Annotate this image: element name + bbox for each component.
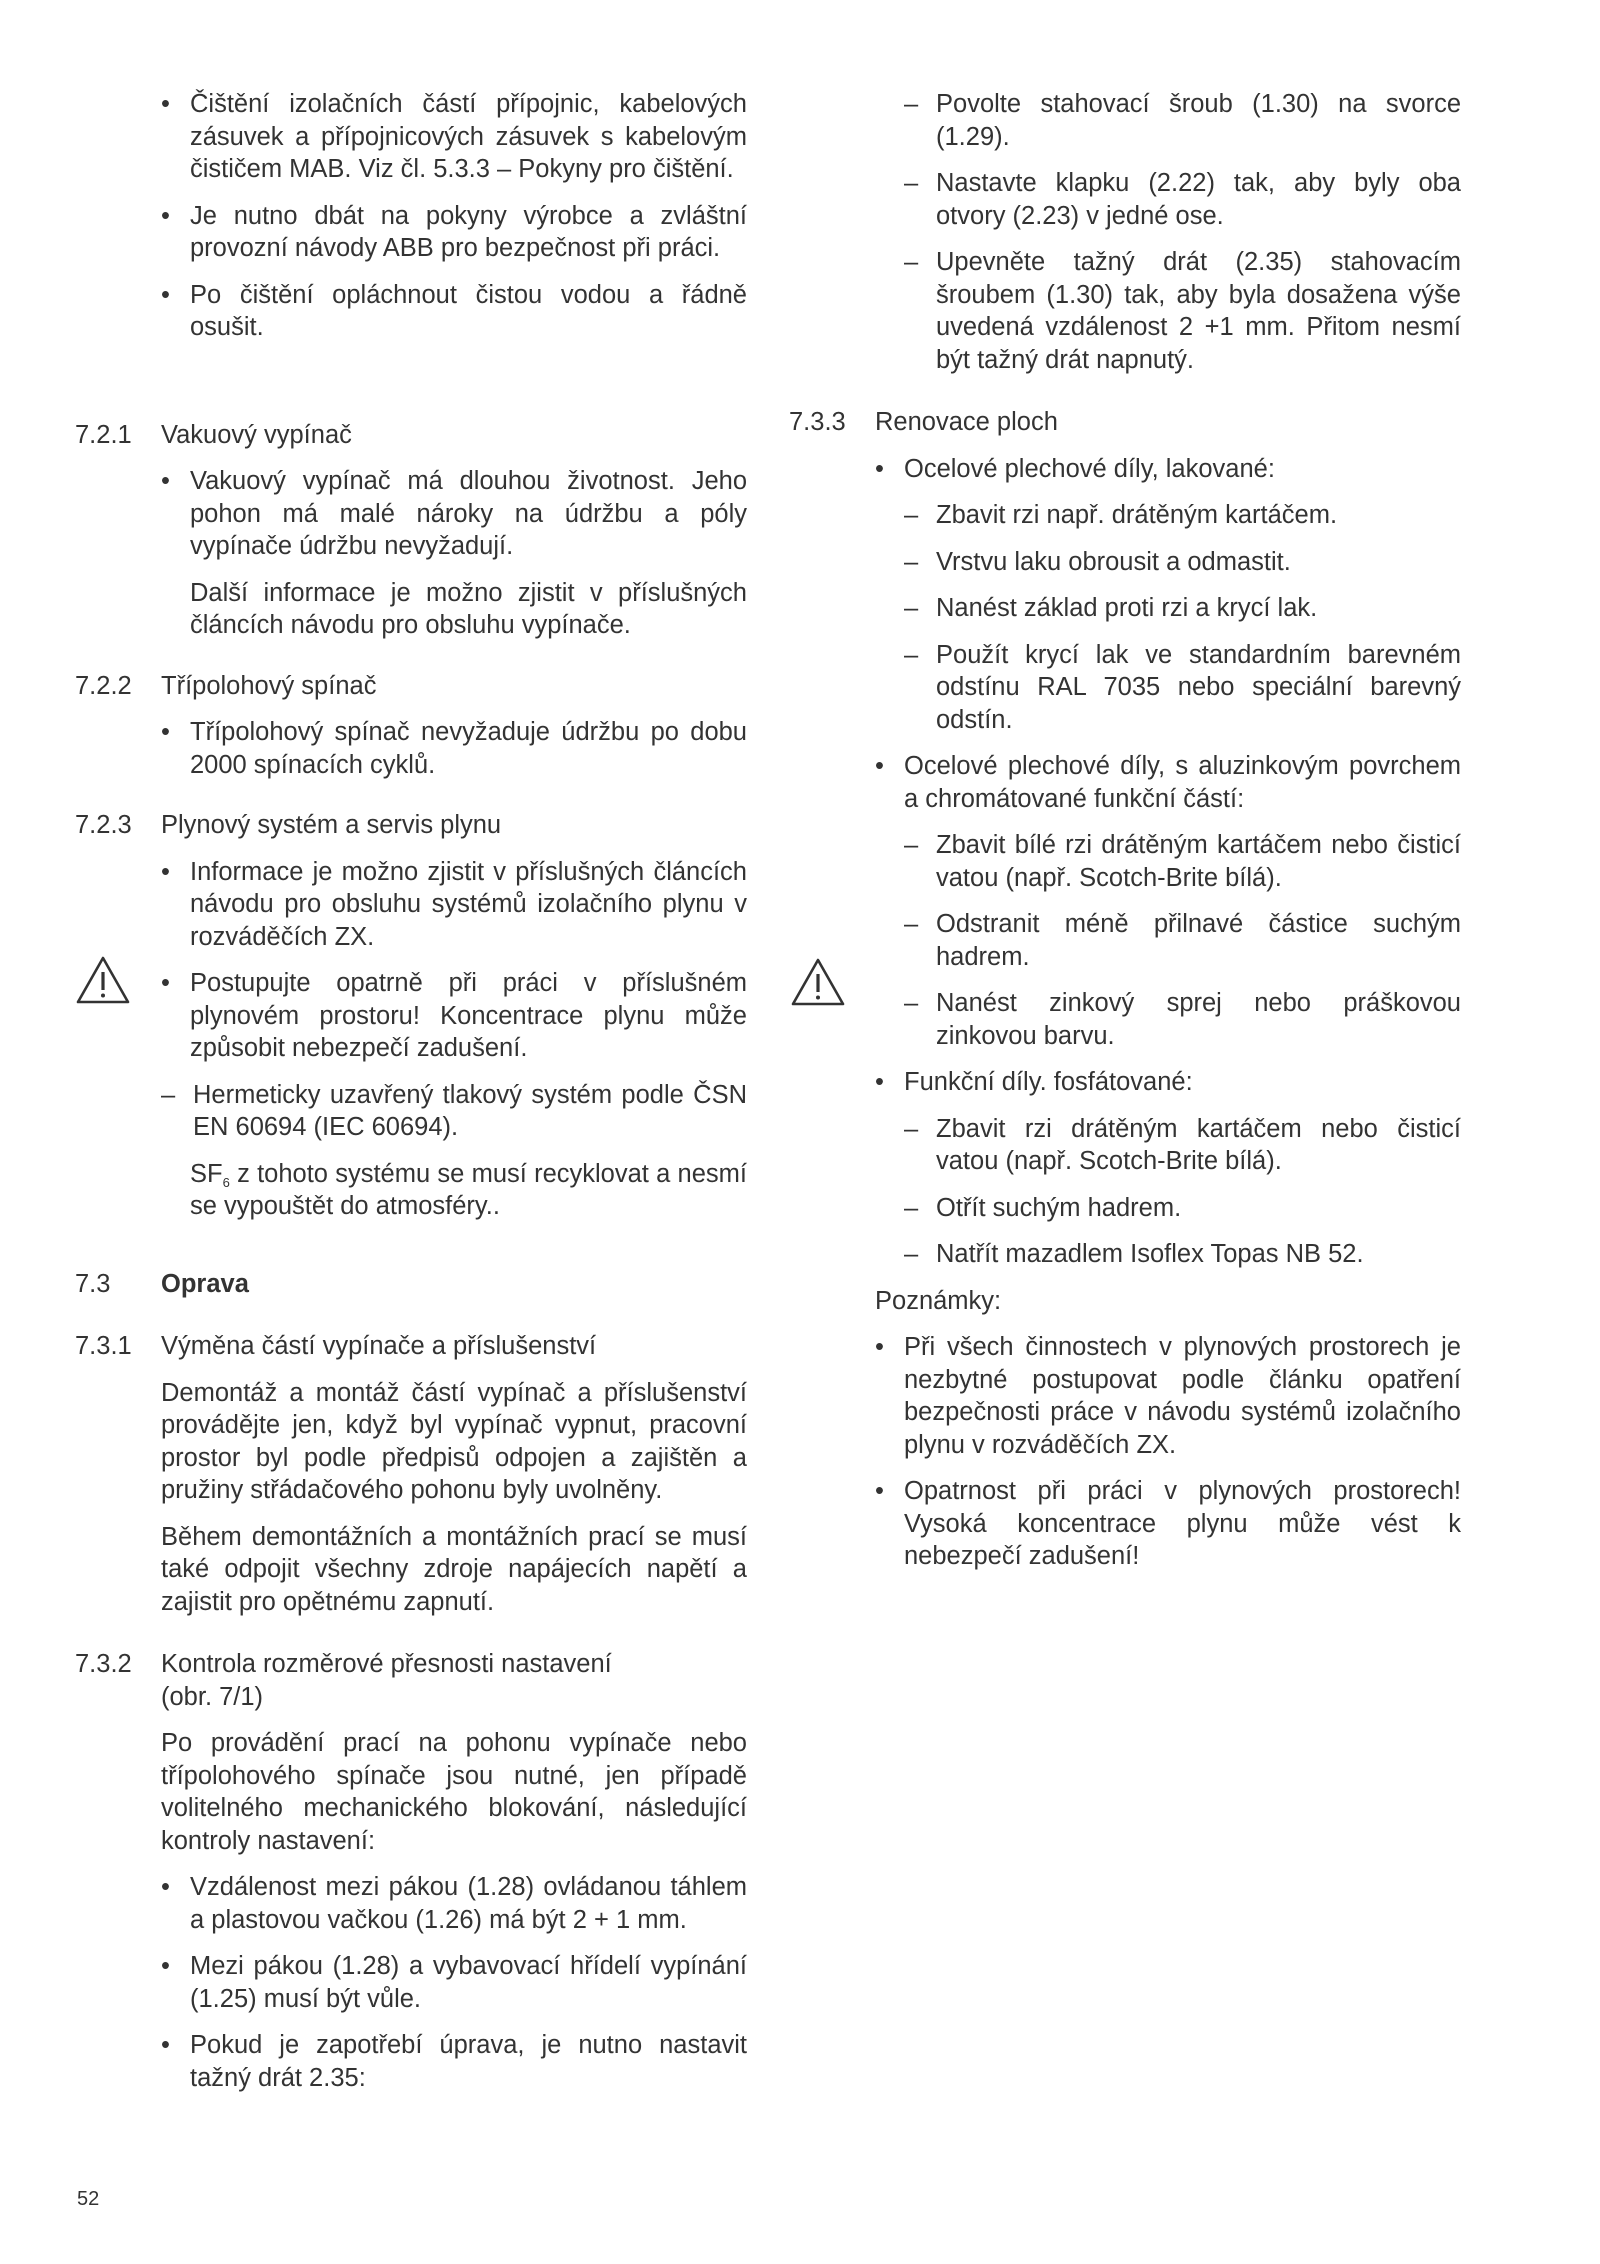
- figure-reference: (obr. 7/1): [161, 1682, 264, 1711]
- list-item: • Funkční díly. fosfátované:: [875, 1066, 1461, 1099]
- section-body-7-3-1: [75, 1377, 747, 1619]
- list-item: – Hermeticky uzavřený tlakový systém podle ČSN EN 60694 (IEC 60694).: [161, 1079, 747, 1144]
- section-title: Třípolohový spínač: [161, 671, 377, 700]
- left-column: [75, 88, 747, 2094]
- section-heading-7-3-1: [75, 1330, 747, 1363]
- section-body-7-3-3: [789, 453, 1461, 1573]
- list-item: • Opatrnost při práci v plynových prostorech! Vysoká koncentrace plynu může vést k nebezpečí zadušení!: [875, 1475, 1461, 1573]
- list-item: • Mezi pákou (1.28) a vybavovací hřídelí vypínání (1.25) musí být vůle.: [161, 1950, 747, 2015]
- page-number: 52: [77, 2188, 100, 2210]
- list-item: • Informace je možno zjistit v příslušných článcích návodu pro obsluhu systémů izolačního plynu v rozváděčích ZX.: [161, 856, 747, 954]
- list-item: – Zbavit rzi např. drátěným kartáčem.: [904, 499, 1461, 532]
- list-item: • Vzdálenost mezi pákou (1.28) ovládanou táhlem a plastovou vačkou (1.26) má být 2 + 1 mm.: [161, 1871, 747, 1936]
- list-item: • Ocelové plechové díly, lakované:: [875, 453, 1461, 486]
- list-item: • Třípolohový spínač nevyžaduje údržbu po dobu 2000 spínacích cyklů.: [161, 716, 747, 781]
- list-item: – Vrstvu laku obrousit a odmastit.: [904, 546, 1461, 579]
- list-item: • Při všech činnostech v plynových prostorech je nezbytné postupovat podle článku opatření bezpečnosti práce v návodu systémů izolačního plynu v rozváděčích ZX.: [875, 1331, 1461, 1461]
- section-heading-7-3-3: [789, 406, 1461, 439]
- list-item: • Po čištění opláchnout čistou vodou a řádně osušit.: [161, 279, 747, 344]
- adjustment-steps: [789, 88, 1461, 376]
- paragraph: Demontáž a montáž částí vypínač a příslušenství provádějte jen, když byl vypínač vypnut, pracovní prostor byl podle předpisů odpojen a zajištěn a pružiny střádačového pohonu byly uvolněny.: [161, 1378, 747, 1504]
- warning-triangle-icon: [75, 955, 131, 1005]
- section-heading-7-2-1: [75, 419, 747, 452]
- section-number: 7.3.1: [75, 1332, 132, 1360]
- section-heading-7-2-3: [75, 809, 747, 842]
- section-body-7-3-2: [75, 1681, 747, 2095]
- section-number: 7.2.1: [75, 420, 132, 449]
- intro-bullets: [75, 88, 747, 344]
- paragraph: Po provádění prací na pohonu vypínače nebo třípolohového spínače jsou nutné, jen případě volitelného mechanického blokování, následující kontroly nastavení:: [161, 1729, 747, 1855]
- right-column: [789, 88, 1461, 1573]
- section-title: Výměna částí vypínače a příslušenství: [161, 1332, 597, 1360]
- section-body-7-2-3: [75, 856, 747, 1223]
- section-body-7-2-1: [75, 465, 747, 642]
- list-item: – Odstranit méně přilnavé částice suchým hadrem.: [904, 908, 1461, 973]
- list-item: • Vakuový vypínač má dlouhou životnost. Jeho pohon má malé nároky na údržbu a póly vypínače údržbu nevyžadují.: [161, 465, 747, 563]
- section-title: Vakuový vypínač: [161, 420, 352, 449]
- list-item: • Ocelové plechové díly, s aluzinkovým povrchem a chromátované funkční částí:: [875, 750, 1461, 815]
- list-item: • Čištění izolačních částí přípojnic, kabelových zásuvek a přípojnicových zásuvek s kabelovým čističem MAB. Viz čl. 5.3.3 – Pokyny pro čištění.: [161, 88, 747, 186]
- section-title: Kontrola rozměrové přesnosti nastavení: [161, 1650, 612, 1678]
- section-heading-7-3-2: [75, 1648, 747, 1681]
- list-item: – Povolte stahovací šroub (1.30) na svorce (1.29).: [904, 88, 1461, 153]
- list-item: – Upevněte tažný drát (2.35) stahovacím šroubem (1.30) tak, aby byla dosažena výše uvedená vzdálenost 2 +1 mm. Přitom nesmí být tažný drát napnutý.: [904, 246, 1461, 376]
- section-heading-7-3: [75, 1268, 747, 1301]
- list-item: • Je nutno dbát na pokyny výrobce a zvláštní provozní návody ABB pro bezpečnost při práci.: [161, 200, 747, 265]
- list-item: • Postupujte opatrně při práci v příslušném plynovém prostoru! Koncentrace plynu může způsobit nebezpečí zadušení.: [161, 967, 747, 1065]
- section-number: 7.3.3: [789, 408, 846, 436]
- section-number: 7.2.3: [75, 811, 132, 839]
- list-item: – Otřít suchým hadrem.: [904, 1192, 1461, 1225]
- list-item: – Nanést základ proti rzi a krycí lak.: [904, 592, 1461, 625]
- section-heading-7-2-2: [75, 670, 747, 703]
- list-item: – Nanést zinkový sprej nebo práškovou zinkovou barvu.: [904, 987, 1461, 1052]
- list-item: – Natřít mazadlem Isoflex Topas NB 52.: [904, 1238, 1461, 1271]
- list-item: – Použít krycí lak ve standardním barevném odstínu RAL 7035 nebo speciální barevný odstín.: [904, 639, 1461, 737]
- paragraph: Další informace je možno zjistit v příslušných článcích návodu pro obsluhu vypínače.: [190, 578, 747, 639]
- section-number: 7.2.2: [75, 671, 132, 700]
- section-title: Oprava: [161, 1269, 249, 1298]
- list-item: – Zbavit bílé rzi drátěným kartáčem nebo čisticí vatou (např. Scotch-Brite bílá).: [904, 829, 1461, 894]
- paragraph: Během demontážních a montážních prací se musí také odpojit všechny zdroje napájecích napětí a zajistit pro opětnému zapnutí.: [161, 1522, 747, 1616]
- section-body-7-2-2: [75, 716, 747, 781]
- notes-label: Poznámky:: [875, 1286, 1002, 1315]
- section-title: Plynový systém a servis plynu: [161, 811, 502, 839]
- paragraph: $SF_6$ z tohoto systému se musí recyklovat a nesmí se vypouštět do atmosféry..: [190, 1159, 747, 1220]
- section-number: 7.3: [75, 1269, 111, 1298]
- list-item: – Nastavte klapku (2.22) tak, aby byly oba otvory (2.23) v jedné ose.: [904, 167, 1461, 232]
- list-item: • Pokud je zapotřebí úprava, je nutno nastavit tažný drát 2.35:: [161, 2029, 747, 2094]
- section-title: Renovace ploch: [875, 408, 1058, 436]
- section-number: 7.3.2: [75, 1650, 132, 1678]
- list-item: – Zbavit rzi drátěným kartáčem nebo čisticí vatou (např. Scotch-Brite bílá).: [904, 1113, 1461, 1178]
